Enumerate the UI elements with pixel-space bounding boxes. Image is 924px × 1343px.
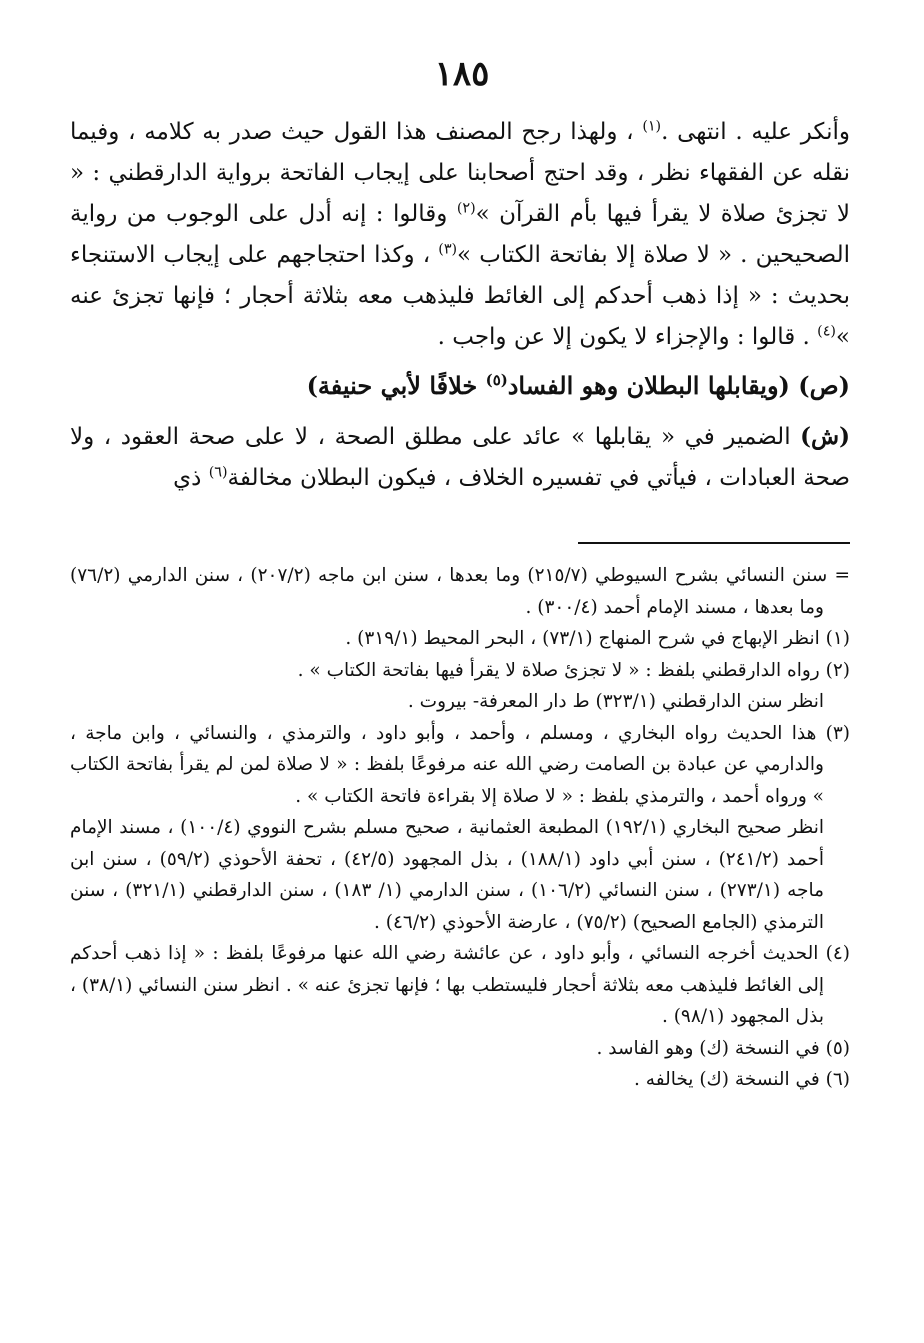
footnotes-section	[70, 560, 850, 1096]
heading-text: (ص) (ويقابلها البطلان وهو الفساد	[507, 371, 850, 400]
footnote-ref: (٥)	[485, 371, 508, 389]
text-segment: ، وكذا احتجاجهم على إيجاب الاستنجاء بحديث : « إذا ذهب أحدكم إلى الغائط فليذهب معه بثلاثة أحجار ؛ فإنها تجزئ عنه »	[70, 242, 850, 350]
heading-text: خلافًا لأبي حنيفة)	[306, 371, 478, 400]
text-segment: ، ولهذا رجح المصنف هذا القول حيث صدر به كلامه ، وفيما نقله عن الفقهاء نظر ، وقد احتج أصحابنا على إيجاب الفاتحة برواية الدارقطني : « لا تجزئ صلاة لا يقرأ فيها بأم القرآن »	[70, 119, 851, 227]
page-number: ١٨٥	[434, 54, 490, 94]
paragraph-commentary	[70, 416, 850, 499]
footnote-ref: (٦)	[208, 464, 228, 481]
main-text	[70, 112, 850, 499]
text-segment: وقالوا : إنه أدل على الوجوب من رواية الصحيحين . « لا صلاة إلا بفاتحة الكتاب »	[70, 201, 850, 268]
footnote-2-source: انظر سنن الدارقطني (٣٢٣/١) ط دار المعرفة- بيروت .	[407, 691, 824, 712]
footnote-ref: (٣)	[438, 241, 458, 258]
footnote-ref: (٤)	[817, 323, 836, 340]
text-segment: الضمير في « يقابلها » عائد على مطلق الصحة ، لا على صحة العقود ، ولا صحة العبادات ، فيأتي في تفسيره الخلاف ، فيكون البطلان مخالفة	[70, 424, 850, 491]
paragraph-intro	[70, 112, 850, 358]
matn-heading	[70, 364, 850, 408]
footnote-2: (٢) رواه الدارقطني بلفظ : « لا تجزئ صلاة لا يقرأ فيها بفاتحة الكتاب » .	[297, 659, 850, 681]
footnote-continuation: = سنن النسائي بشرح السيوطي (٢١٥/٧) وما بعدها ، سنن ابن ماجه (٢٠٧/٢) ، سنن الدارمي (٧٦/٢) وما بعدها ، مسند الإمام أحمد (٣٠٠/٤) .	[70, 565, 850, 618]
text-segment: وأنكر عليه . انتهى .	[661, 119, 850, 145]
footnote-ref: (١)	[642, 118, 662, 135]
footnote-6: (٦) في النسخة (ك) يخالفه .	[634, 1069, 850, 1090]
footnote-ref: (٢)	[456, 200, 476, 217]
footnote-divider	[578, 542, 850, 544]
footnote-3-sources: انظر صحيح البخاري (١٩٢/١) المطبعة العثمانية ، صحيح مسلم بشرح النووي (١٠٠/٤) ، مسند الإمام أحمد (٢٤١/٢) ، سنن أبي داود (١٨٨/١) ، بذل المجهود (٤٢/٥) ، تحفة الأحوذي (٥٩/٢) ، سنن ابن ماجه (٢٧٣/١) ، سنن النسائي (١٠٦/٢) ، سنن الدارمي (١/ ١٨٣) ، سنن الدارقطني (٣٢١/١) ، سنن الترمذي (الجامع الصحيح) (٧٥/٢) ، عارضة الأحوذي (٤٦/٢) .	[70, 817, 825, 933]
footnote-4: (٤) الحديث أخرجه النسائي ، وأبو داود ، عن عائشة رضي الله عنها مرفوعًا بلفظ : « إذا ذهب أحدكم إلى الغائط فليذهب معه بثلاثة أحجار فليستطب بها ؛ فإنها تجزئ عنه » . انظر سنن النسائي (٣٨/١) ، بذل المجهود (٩٨/١) .	[70, 943, 850, 1027]
footnote-3: (٣) هذا الحديث رواه البخاري ، ومسلم ، وأحمد ، وأبو داود ، والترمذي ، والنسائي ، وابن ماجة ، والدارمي عن عبادة بن الصامت رضي الله عنه مرفوعًا بلفظ : « لا صلاة لمن لم يقرأ بفاتحة الكتاب » ورواه أحمد ، والترمذي بلفظ : « لا صلاة إلا بقراءة فاتحة الكتاب » .	[70, 722, 850, 807]
footnote-1: (١) انظر الإبهاج في شرح المنهاج (٧٣/١) ، البحر المحيط (٣١٩/١) .	[345, 628, 850, 649]
text-segment: . قالوا : والإجزاء لا يكون إلا عن واجب .	[437, 324, 810, 350]
footnote-5: (٥) في النسخة (ك) وهو الفاسد .	[596, 1037, 850, 1059]
commentary-marker: (ش)	[800, 423, 851, 450]
text-segment: ذي	[173, 465, 202, 491]
